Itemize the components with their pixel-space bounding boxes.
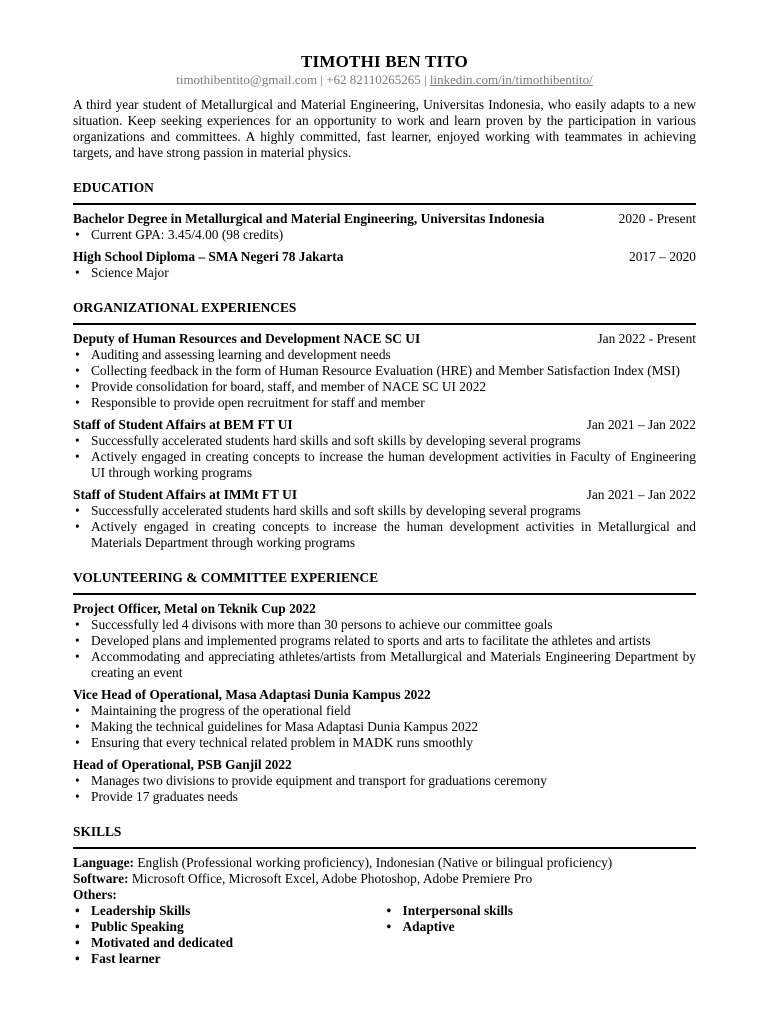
phone-text: +62 82110265265	[326, 72, 421, 87]
bullet-item: • Auditing and assessing learning and development needs	[73, 347, 696, 363]
entry-date: 2020 - Present	[618, 211, 696, 226]
entry	[73, 687, 696, 751]
entry-title: Staff of Student Affairs at IMMt FT UI	[73, 487, 298, 502]
entry	[73, 211, 696, 243]
section-title: EDUCATION	[73, 180, 154, 195]
bullet-item: • Actively engaged in creating concepts to increase the human development activities in Metallurgical and Materials Department through working programs	[73, 519, 696, 551]
bullet-item: • Motivated and dedicated	[73, 935, 385, 951]
bullet-item: • Interpersonal skills	[385, 903, 697, 919]
bullet-item: • Making the technical guidelines for Masa Adaptasi Dunia Kampus 2022	[73, 719, 696, 735]
entry-date: Jan 2022 - Present	[597, 331, 696, 346]
entry-title: Project Officer, Metal on Teknik Cup 2022	[73, 601, 316, 616]
entry-bullets	[73, 773, 696, 805]
section-title: VOLUNTEERING & COMMITTEE EXPERIENCE	[73, 570, 379, 585]
entry-date: 2017 – 2020	[629, 249, 696, 264]
email-text: timothibentito@gmail.com	[176, 72, 318, 87]
entry-bullets	[73, 227, 696, 243]
bullet-item: • Adaptive	[385, 919, 697, 935]
bullet-item: • Provide 17 graduates needs	[73, 789, 696, 805]
section-title: ORGANIZATIONAL EXPERIENCES	[73, 300, 297, 315]
entry-title: Vice Head of Operational, Masa Adaptasi Dunia Kampus 2022	[73, 687, 431, 702]
contact-line	[73, 72, 696, 88]
entry-header	[73, 601, 696, 617]
entry-title: Staff of Student Affairs at BEM FT UI	[73, 417, 293, 432]
entry	[73, 249, 696, 281]
bullet-item: • Responsible to provide open recruitment for staff and member	[73, 395, 696, 411]
linkedin-link[interactable]: linkedin.com/in/timothibentito/	[429, 72, 593, 87]
entry	[73, 331, 696, 411]
entry	[73, 601, 696, 681]
candidate-name: TIMOTHI BEN TITO	[301, 52, 468, 71]
section-entries	[73, 601, 696, 805]
contact-separator: |	[317, 72, 327, 87]
entry-bullets	[73, 347, 696, 411]
bullet-item: • Provide consolidation for board, staff, and member of NACE SC UI 2022	[73, 379, 696, 395]
entry-bullets	[73, 265, 696, 281]
entry-title: Bachelor Degree in Metallurgical and Material Engineering, Universitas Indonesia	[73, 211, 545, 226]
bullet-item: • Current GPA: 3.45/4.00 (98 credits)	[73, 227, 696, 243]
entry-title: High School Diploma – SMA Negeri 78 Jakarta	[73, 249, 344, 264]
bullet-item: • Developed plans and implemented programs related to sports and arts to facilitate the athletes and artists	[73, 633, 696, 649]
entry-title: Head of Operational, PSB Ganjil 2022	[73, 757, 292, 772]
entry-header	[73, 487, 696, 503]
software-skills	[73, 871, 696, 887]
volunteering-section	[73, 570, 696, 805]
entry	[73, 757, 696, 805]
bullet-item: • Successfully accelerated students hard skills and soft skills by developing several programs	[73, 503, 696, 519]
entry-header	[73, 757, 696, 773]
language-value: English (Professional working proficiency), Indonesian (Native or bilingual proficiency)	[134, 855, 613, 870]
bullet-item: • Collecting feedback in the form of Human Resource Evaluation (HRE) and Member Satisfaction Index (MSI)	[73, 363, 696, 379]
section-entries	[73, 331, 696, 551]
bullet-item: • Leadership Skills	[73, 903, 385, 919]
others-label: Others:	[73, 887, 117, 902]
entry-bullets	[73, 703, 696, 751]
section-divider	[73, 847, 696, 849]
contact-separator: |	[420, 72, 430, 87]
entry-date: Jan 2021 – Jan 2022	[586, 417, 696, 432]
bullet-item: • Fast learner	[73, 951, 385, 967]
entry-header	[73, 687, 696, 703]
bullet-item: • Public Speaking	[73, 919, 385, 935]
bullet-item: • Maintaining the progress of the operational field	[73, 703, 696, 719]
profile-summary: A third year student of Metallurgical and Material Engineering, Universitas Indonesia, who easily adapts to a new situation. Keep seeking experiences for an opportunity to work and learn proven by the participation in various organizations and committees. A highly committed, fast learner, enjoyed working with teammates in achieving targets, and have strong passion in material physics.	[73, 97, 696, 160]
entry-bullets	[73, 433, 696, 481]
bullet-item: • Manages two divisions to provide equipment and transport for graduations ceremony	[73, 773, 696, 789]
section-entries	[73, 211, 696, 281]
bullet-item: • Successfully led 4 divisons with more than 30 persons to achieve our committee goals	[73, 617, 696, 633]
other-skills-right	[385, 903, 697, 967]
bullet-item: • Successfully accelerated students hard skills and soft skills by developing several programs	[73, 433, 696, 449]
entry	[73, 487, 696, 551]
entry-date: Jan 2021 – Jan 2022	[586, 487, 696, 502]
other-skills-grid	[73, 903, 696, 967]
organizational-section	[73, 300, 696, 551]
entry-title: Deputy of Human Resources and Development NACE SC UI	[73, 331, 421, 346]
bullet-item: • Accommodating and appreciating athletes/artists from Metallurgical and Materials Engineering Department by creating an event	[73, 649, 696, 681]
section-divider	[73, 323, 696, 325]
other-skills-left	[73, 903, 385, 967]
section-divider	[73, 593, 696, 595]
section-title: SKILLS	[73, 824, 122, 839]
bullet-item: • Science Major	[73, 265, 696, 281]
entry-bullets	[73, 503, 696, 551]
entry-bullets	[73, 617, 696, 681]
entry-header	[73, 249, 696, 265]
bullet-item: • Ensuring that every technical related problem in MADK runs smoothly	[73, 735, 696, 751]
education-section	[73, 180, 696, 281]
software-value: Microsoft Office, Microsoft Excel, Adobe Photoshop, Adobe Premiere Pro	[128, 871, 533, 886]
language-label: Language:	[73, 855, 135, 870]
software-label: Software:	[73, 871, 129, 886]
entry-header	[73, 211, 696, 227]
section-divider	[73, 203, 696, 205]
entry-header	[73, 331, 696, 347]
language-skills	[73, 855, 696, 871]
entry	[73, 417, 696, 481]
other-skills-heading	[73, 887, 696, 903]
skills-section	[73, 824, 696, 967]
entry-header	[73, 417, 696, 433]
bullet-item: • Actively engaged in creating concepts to increase the human development activities in Faculty of Engineering UI through working programs	[73, 449, 696, 481]
